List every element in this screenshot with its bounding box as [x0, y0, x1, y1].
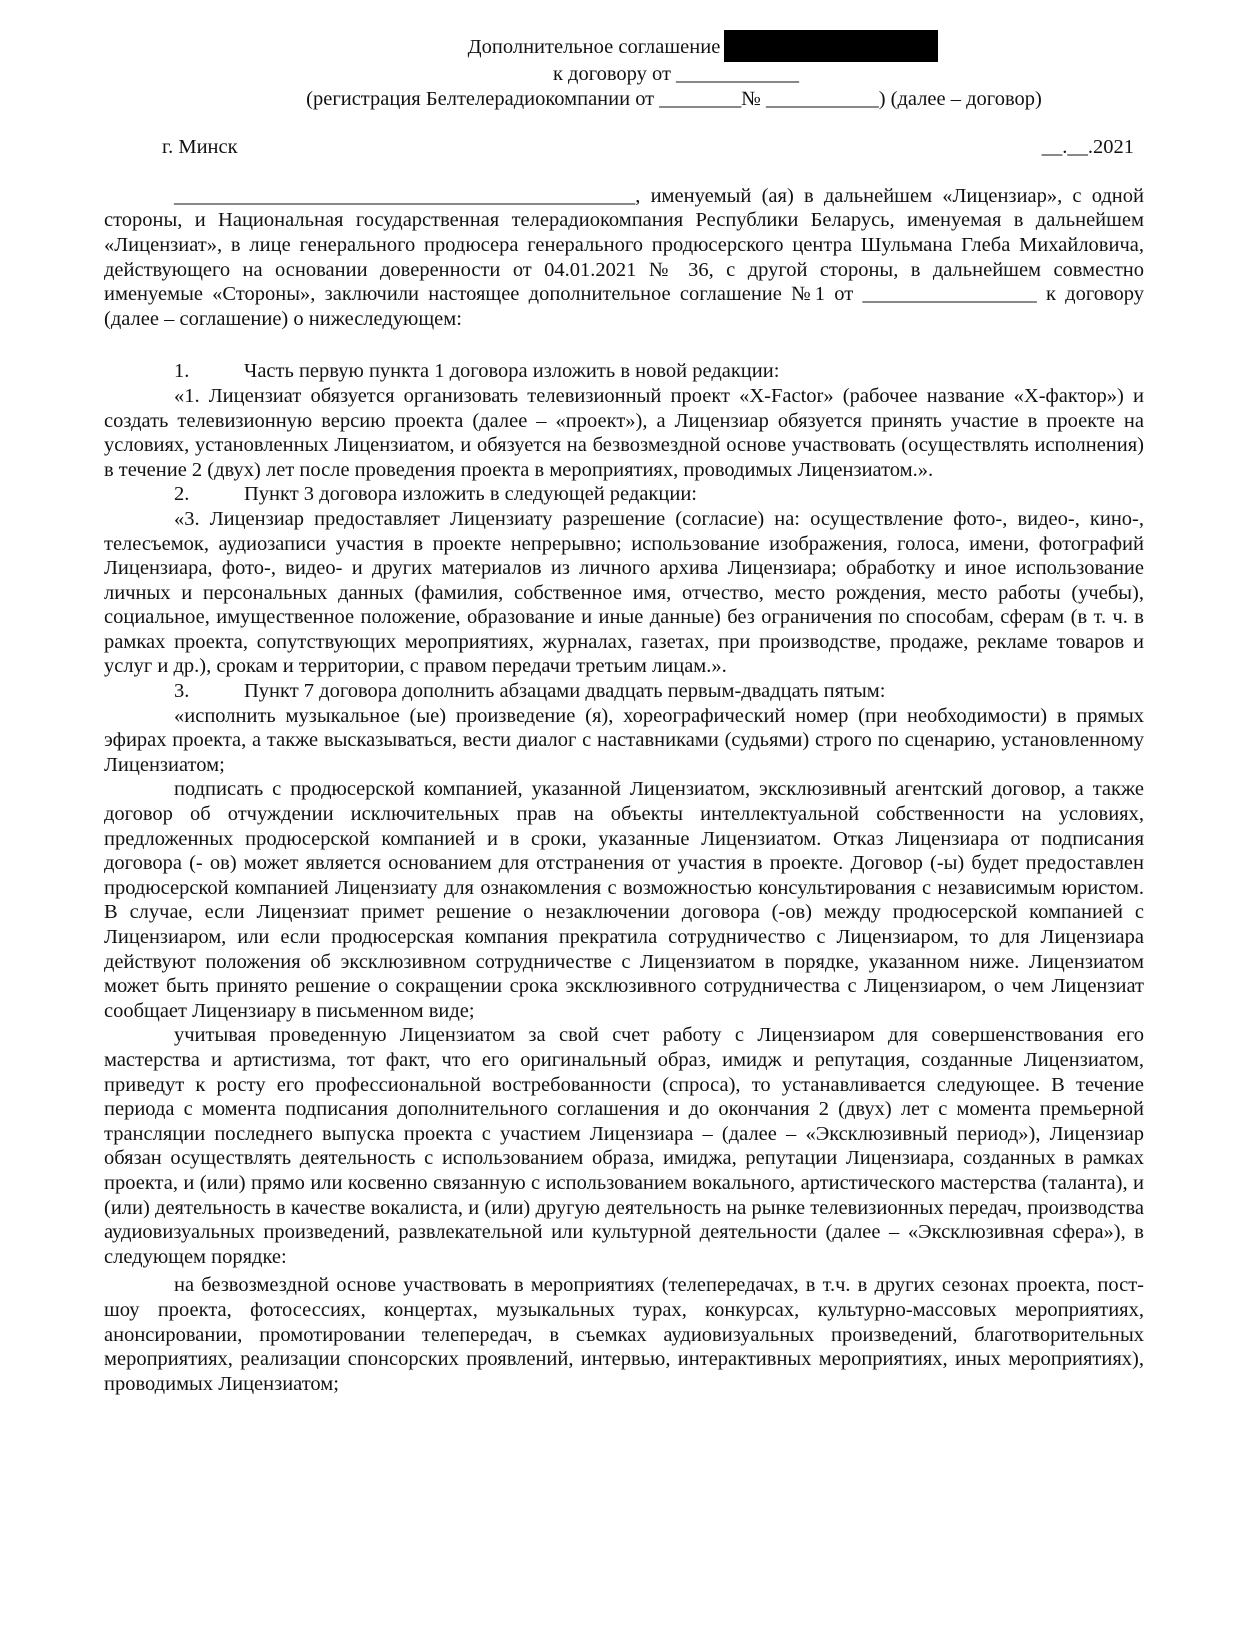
paragraph-free-participation: на безвозмездной основе участвовать в мероприятиях (телепередачах, в т.ч. в других сезонах проекта, пост-шоу проекта, фотосессиях, концертах, музыкальных турах, конкурсах, культурно-массовых мероприятиях, анонсировании, промотировании телепередач, в съемках аудиовизуальных произведений, благотворительных мероприятиях, реализации спонсорских проявлений, интервью, интерактивных мероприятиях, иных мероприятиях), проводимых Лицензиатом; — [104, 1274, 1144, 1395]
contract-reference: к договору от ____________ — [552, 63, 800, 85]
city: г. Минск — [162, 136, 238, 159]
item-number: 2. — [174, 483, 190, 506]
paragraph-exclusive-period: учитывая проведенную Лицензиатом за свой счет работу с Лицензиаром для совершенствования его мастерства и артистизма, тот факт, что его оригинальный образ, имидж и репутация, созданные Лицензиатом, приведут к росту его профессиональной востребованности (спроса), то устанавливается следующее. В течение периода с момента подписания дополнительного соглашения и до окончания 2 (двух) лет с момента премьерной трансляции последнего выпуска проекта с участием Лицензиара – (далее – «Эксклюзивный период»), Лицензиар обязан осуществлять деятельность с использованием образа, имиджа, репутации Лицензиара, созданных в рамках проекта, и (или) прямо или косвенно связанную с использованием вокального, артистического мастерства (таланта), и (или) деятельность в качестве вокалиста, и (или) другую деятельность на рынке телевизионных передач, производства аудиовизуальных произведений, развлекательной или культурной деятельности (далее – «Эксклюзивная сфера»), в следующем порядке: — [104, 1024, 1144, 1268]
item-number: 3. — [174, 680, 190, 703]
document-page — [104, 30, 1144, 1396]
item-text: Часть первую пункта 1 договора изложить в новой редакции: — [244, 360, 780, 383]
item-number: 1. — [174, 360, 190, 383]
item-2 — [104, 482, 1144, 507]
agreement-title-line — [104, 30, 1144, 62]
paragraph-clause-1: «1. Лицензиат обязуется организовать телевизионный проект «X-Factor» (рабочее название «Х-фактор») и создать телевизионную версию проекта (далее – «проект»), а Лицензиар обязуется принять участие в проекте на условиях, установленных Лицензиатом, и обязуется на безвозмездной основе участвовать (осуществлять исполнения) в течение 2 (двух) лет после проведения проекта в мероприятиях, проводимых Лицензиатом.». — [104, 384, 1144, 481]
date: __.__.2021 — [1041, 136, 1134, 159]
paragraph-perform: «исполнить музыкальное (ые) произведение (я), хореографический номер (при необходимости) в прямых эфирах проекта, а также высказываться, вести диалог с наставниками (судьями) строго по сценарию, установленному Лицензиатом; — [104, 704, 1144, 776]
preamble-paragraph: _____________________________________________, именуемый (ая) в дальнейшем «Лицензиар», с одной стороны, и Национальная государственная телерадиокомпания Республики Беларусь, именуемая в дальнейшем «Лицензиат», в лице генерального продюсера генерального продюсерского центра Шульмана Глеба Михайловича, действующего на основании доверенности от 04.01.2021 № 36, с другой стороны, в дальнейшем совместно именуемые «Стороны», заключили настоящее дополнительное соглашение №1 от _________________ к договору (далее – соглашение) о нижеследующем: — [104, 184, 1144, 330]
agreement-title: Дополнительное соглашение — [467, 36, 721, 58]
place-date-row — [104, 135, 1144, 160]
item-text: Пункт 3 договора изложить в следующей редакции: — [244, 483, 697, 506]
item-text: Пункт 7 договора дополнить абзацами двадцать первым-двадцать пятым: — [244, 680, 886, 703]
item-1 — [104, 359, 1144, 384]
paragraph-sign-contract: подписать с продюсерской компанией, указанной Лицензиатом, эксклюзивный агентский договор, а также договор об отчуждении исключительных прав на объекты интеллектуальной собственности на условиях, предложенных продюсерской компанией и в сроки, указанные Лицензиатом. Отказ Лицензиара от подписания договора (- ов) может является основанием для отстранения от участия в проекте. Договор (-ы) будет предоставлен продюсерской компанией Лицензиату для ознакомления с возможностью консультирования с независимым юристом. В случае, если Лицензиат примет решение о незаключении договора (-ов) между продюсерской компанией с Лицензиаром, или если продюсерская компания прекратила сотрудничество с Лицензиаром, то для Лицензиара действуют положения об эксклюзивном сотрудничестве с Лицензиатом в порядке, указанном ниже. Лицензиатом может быть принято решение о сокращении срока эксклюзивного сотрудничества с Лицензиаром, о чем Лицензиат сообщает Лицензиару в письменном виде; — [104, 778, 1144, 1022]
redaction-box — [724, 30, 938, 62]
item-3 — [104, 679, 1144, 704]
registration-line: (регистрация Белтелерадиокомпании от ________№ ___________) (далее – договор) — [306, 87, 1042, 110]
paragraph-clause-3: «3. Лицензиар предоставляет Лицензиату разрешение (согласие) на: осуществление фото-, видео-, кино-, телесъемок, аудиозаписи участия в проекте непрерывно; использование изображения, голоса, имени, фотографий Лицензиара, фото-, видео- и других материалов из личного архива Лицензиара; обработку и иное использование личных и персональных данных (фамилия, собственное имя, отчество, место рождения, место работы (учебы), социальное, имущественное положение, образование и иные данные) без ограничения по способам, сферам (в т. ч. в рамках проекта, сопутствующих мероприятиях, журналах, газетах, при производстве, продаже, рекламе товаров и услуг и др.), срокам и территории, с правом передачи третьим лицам.». — [104, 507, 1144, 678]
